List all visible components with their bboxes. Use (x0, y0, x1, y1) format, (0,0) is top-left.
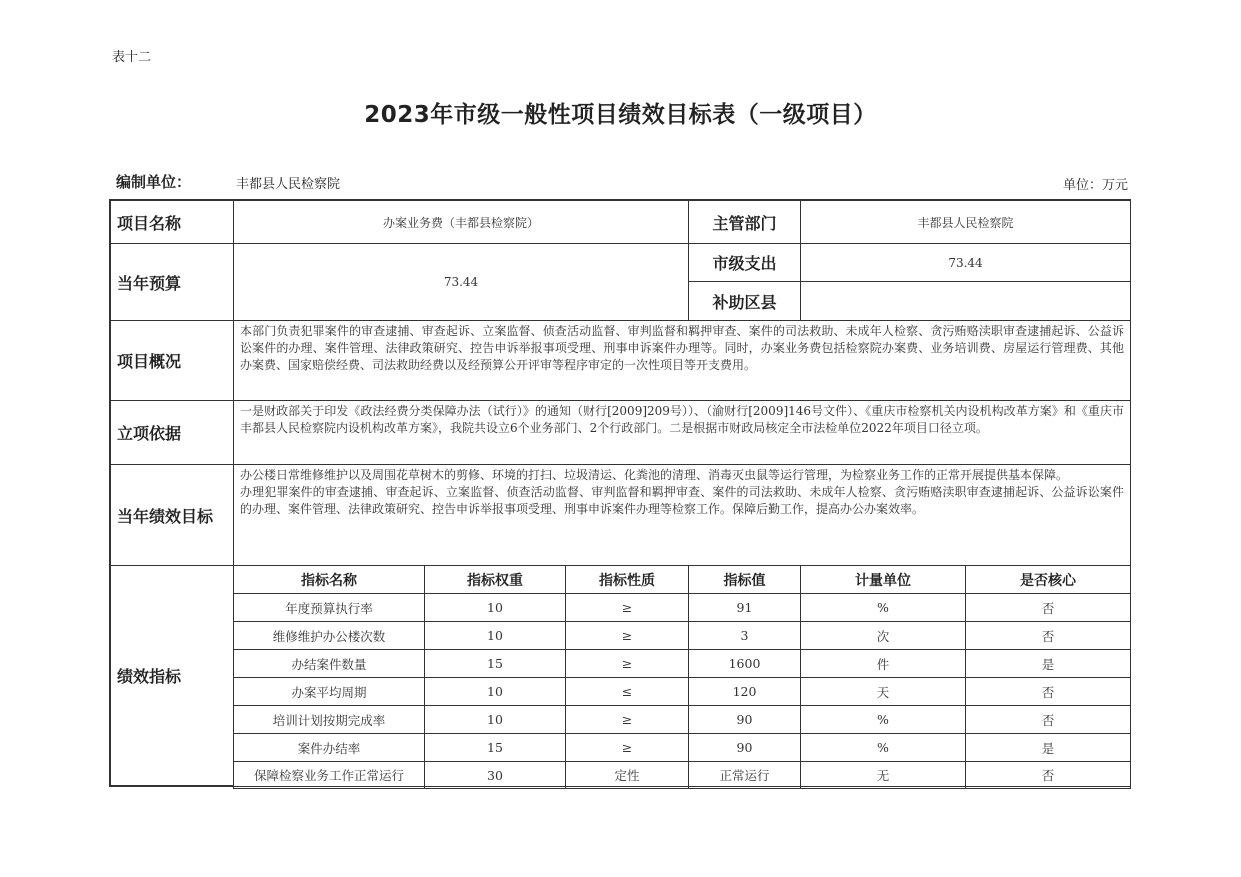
indicator-value: 正常运行 (688, 761, 801, 789)
indicator-nature: ≥ (565, 621, 689, 650)
compiling-unit-value: 丰都县人民检察院 (236, 177, 341, 192)
indicator-value: 1600 (688, 649, 801, 678)
indicator-weight: 15 (424, 733, 566, 762)
column-header-weight: 指标权重 (424, 565, 566, 594)
indicator-value: 120 (688, 677, 801, 706)
compiling-unit-label: 编制单位： (116, 173, 192, 191)
county-subsidy-value (800, 281, 1131, 321)
basis-text (233, 400, 1131, 465)
indicator-weight: 10 (424, 677, 566, 706)
overview-text (233, 320, 1131, 401)
county-subsidy-label: 补助区县 (688, 281, 801, 321)
goal-label: 当年绩效目标 (110, 464, 234, 566)
column-header-nature: 指标性质 (565, 565, 689, 594)
indicator-core: 否 (965, 761, 1131, 789)
indicator-unit: % (800, 705, 966, 734)
indicator-value: 90 (688, 705, 801, 734)
budget-value: 73.44 (233, 243, 689, 321)
table-number: 表十二 (112, 50, 152, 65)
goal-paragraph-2: 办理犯罪案件的审查逮捕、审查起诉、立案监督、侦查活动监督、审判监督和羁押审查、案件的司法救助、未成年人检察、贪污贿赂渎职审查逮捕起诉、公益诉讼案件的办理、案件管理、法律政策研究、控告申诉举报事项受理、刑事申诉案件办理等检察工作。保障后勤工作，提高办公办案效率。 (240, 485, 1124, 516)
indicator-core: 否 (965, 593, 1131, 622)
page-title: 2023年市级一般性项目绩效目标表（一级项目） (364, 102, 877, 128)
indicator-weight: 10 (424, 593, 566, 622)
indicator-nature: ≥ (565, 705, 689, 734)
column-header-unit: 计量单位 (800, 565, 966, 594)
budget-label: 当年预算 (110, 243, 234, 321)
indicator-name: 办结案件数量 (233, 649, 425, 678)
indicator-weight: 30 (424, 761, 566, 789)
indicator-value: 91 (688, 593, 801, 622)
indicators-label: 绩效指标 (110, 565, 234, 786)
overview-label: 项目概况 (110, 320, 234, 401)
indicator-nature: ≥ (565, 593, 689, 622)
indicator-nature: ≥ (565, 649, 689, 678)
project-name-label: 项目名称 (110, 200, 234, 244)
indicator-weight: 10 (424, 705, 566, 734)
city-expenditure-label: 市级支出 (688, 243, 801, 282)
indicator-core: 否 (965, 705, 1131, 734)
indicator-unit: 无 (800, 761, 966, 789)
indicator-weight: 10 (424, 621, 566, 650)
indicator-name: 年度预算执行率 (233, 593, 425, 622)
indicator-core: 是 (965, 649, 1131, 678)
column-header-core: 是否核心 (965, 565, 1131, 594)
indicator-name: 培训计划按期完成率 (233, 705, 425, 734)
indicator-nature: ≥ (565, 733, 689, 762)
department-value: 丰都县人民检察院 (800, 200, 1131, 244)
project-name-value: 办案业务费（丰都县检察院） (233, 200, 689, 244)
basis-paragraph: 一是财政部关于印发《政法经费分类保障办法（试行）》的通知（财行[2009]209号））、（渝财行[2009]146号文件）、《重庆市检察机关内设机构改革方案》和《重庆市丰都县人民检察院内设机构改革方案》，我院共设立6个业务部门、2个行政部门。二是根据市财政局核定全市法检单位2022年项目口径立项。 (240, 404, 1124, 435)
basis-label: 立项依据 (110, 400, 234, 465)
indicator-unit: 次 (800, 621, 966, 650)
indicator-value: 3 (688, 621, 801, 650)
indicator-unit: % (800, 593, 966, 622)
indicator-unit: 天 (800, 677, 966, 706)
indicator-name: 保障检察业务工作正常运行 (233, 761, 425, 789)
performance-table (109, 199, 1131, 787)
indicator-name: 维修维护办公楼次数 (233, 621, 425, 650)
indicator-core: 是 (965, 733, 1131, 762)
indicator-unit: 件 (800, 649, 966, 678)
indicator-name: 办案平均周期 (233, 677, 425, 706)
goal-paragraph-1: 办公楼日常维修维护以及周围花草树木的剪修、环境的打扫、垃圾清运、化粪池的清理、消毒灭虫鼠等运行管理，为检察业务工作的正常开展提供基本保障。 (240, 468, 1069, 482)
indicator-value: 90 (688, 733, 801, 762)
goal-text (233, 464, 1131, 566)
currency-unit: 单位：万元 (1062, 178, 1128, 193)
indicator-core: 否 (965, 677, 1131, 706)
indicator-nature: 定性 (565, 761, 689, 789)
indicator-name: 案件办结率 (233, 733, 425, 762)
department-label: 主管部门 (688, 200, 801, 244)
column-header-name: 指标名称 (233, 565, 425, 594)
city-expenditure-value: 73.44 (800, 243, 1131, 282)
indicator-nature: ≤ (565, 677, 689, 706)
overview-paragraph: 本部门负责犯罪案件的审查逮捕、审查起诉、立案监督、侦查活动监督、审判监督和羁押审查、案件的司法救助、未成年人检察、贪污贿赂渎职审查逮捕起诉、公益诉讼案件的办理、案件管理、法律政策研究、控告申诉举报事项受理、刑事申诉案件办理等。同时，办案业务费包括检察院办案费、业务培训费、房屋运行管理费、其他办案费、国家赔偿经费、司法救助经费以及经预算公开评审等程序审定的一次性项目等开支费用。 (240, 324, 1124, 372)
indicator-unit: % (800, 733, 966, 762)
indicator-weight: 15 (424, 649, 566, 678)
indicator-core: 否 (965, 621, 1131, 650)
column-header-value: 指标值 (688, 565, 801, 594)
